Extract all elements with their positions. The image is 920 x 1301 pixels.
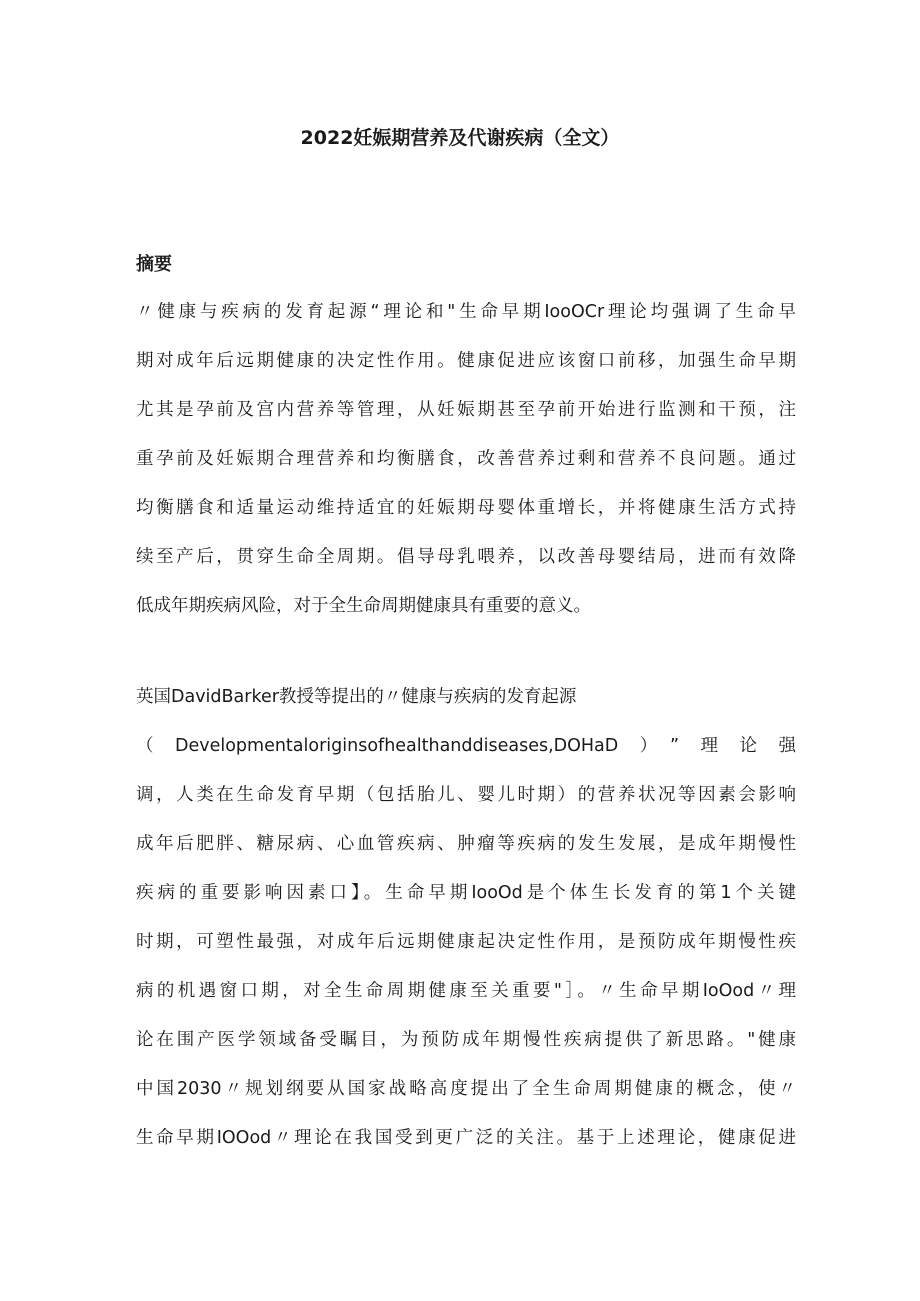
paragraph-line: 尤其是孕前及宫内营养等管理，从妊娠期甚至孕前开始进行监测和干预，注 [136,400,796,420]
paragraph-line: 论在围产医学领域备受瞩目，为预防成年期慢性疾病提供了新思路。"健康 [136,1030,796,1050]
paragraph-line: 重孕前及妊娠期合理营养和均衡膳食，改善营养过剩和营养不良问题。通过 [136,449,796,469]
paragraph-line: 中国2030〃规划纲要从国家战略高度提出了全生命周期健康的概念，使〃 [136,1079,796,1099]
paragraph-line: 英国DavidBarker教授等提出的〃健康与疾病的发育起源 [136,687,577,707]
paragraph-line: 续至产后，贯穿生命全周期。倡导母乳喂养，以改善母婴结局，进而有效降 [136,547,796,567]
paragraph-line: 成年后肥胖、糖尿病、心血管疾病、肿瘤等疾病的发生发展，是成年期慢性 [136,834,796,854]
paragraph-line: 均衡膳食和适量运动维持适宜的妊娠期母婴体重增长，并将健康生活方式持 [136,498,796,518]
paragraph-line: 低成年期疾病风险，对于全生命周期健康具有重要的意义。 [136,596,591,616]
body-paragraph [136,684,796,1174]
paragraph-line: 期对成年后远期健康的决定性作用。健康促进应该窗口前移，加强生命早期 [136,351,796,371]
paragraph-line: 疾病的重要影响因素口】。生命早期IooOd是个体生长发育的第1个关键 [136,883,796,903]
paragraph-line: 调，人类在生命发育早期（包括胎儿、婴儿时期）的营养状况等因素会影响 [136,785,796,805]
abstract-paragraph [136,299,796,642]
paragraph-line: 〃健康与疾病的发育起源“理论和"生命早期IooOCr理论均强调了生命早 [136,302,796,322]
paragraph-line: 时期，可塑性最强，对成年后远期健康起决定性作用，是预防成年期慢性疾 [136,932,796,952]
document-title: 2022妊娠期营养及代谢疾病（全文） [300,127,620,149]
paragraph-line: 病的机遇窗口期，对全生命周期健康至关重要"］。〃生命早期IoOod〃理 [136,981,796,1001]
paragraph-line: （Developmentaloriginsofhealthanddiseases,DOHaD）”理论强 [136,736,796,756]
paragraph-line: 生命早期IOOod〃理论在我国受到更广泛的关注。基于上述理论，健康促进 [136,1128,796,1148]
abstract-heading: 摘要 [136,254,172,275]
